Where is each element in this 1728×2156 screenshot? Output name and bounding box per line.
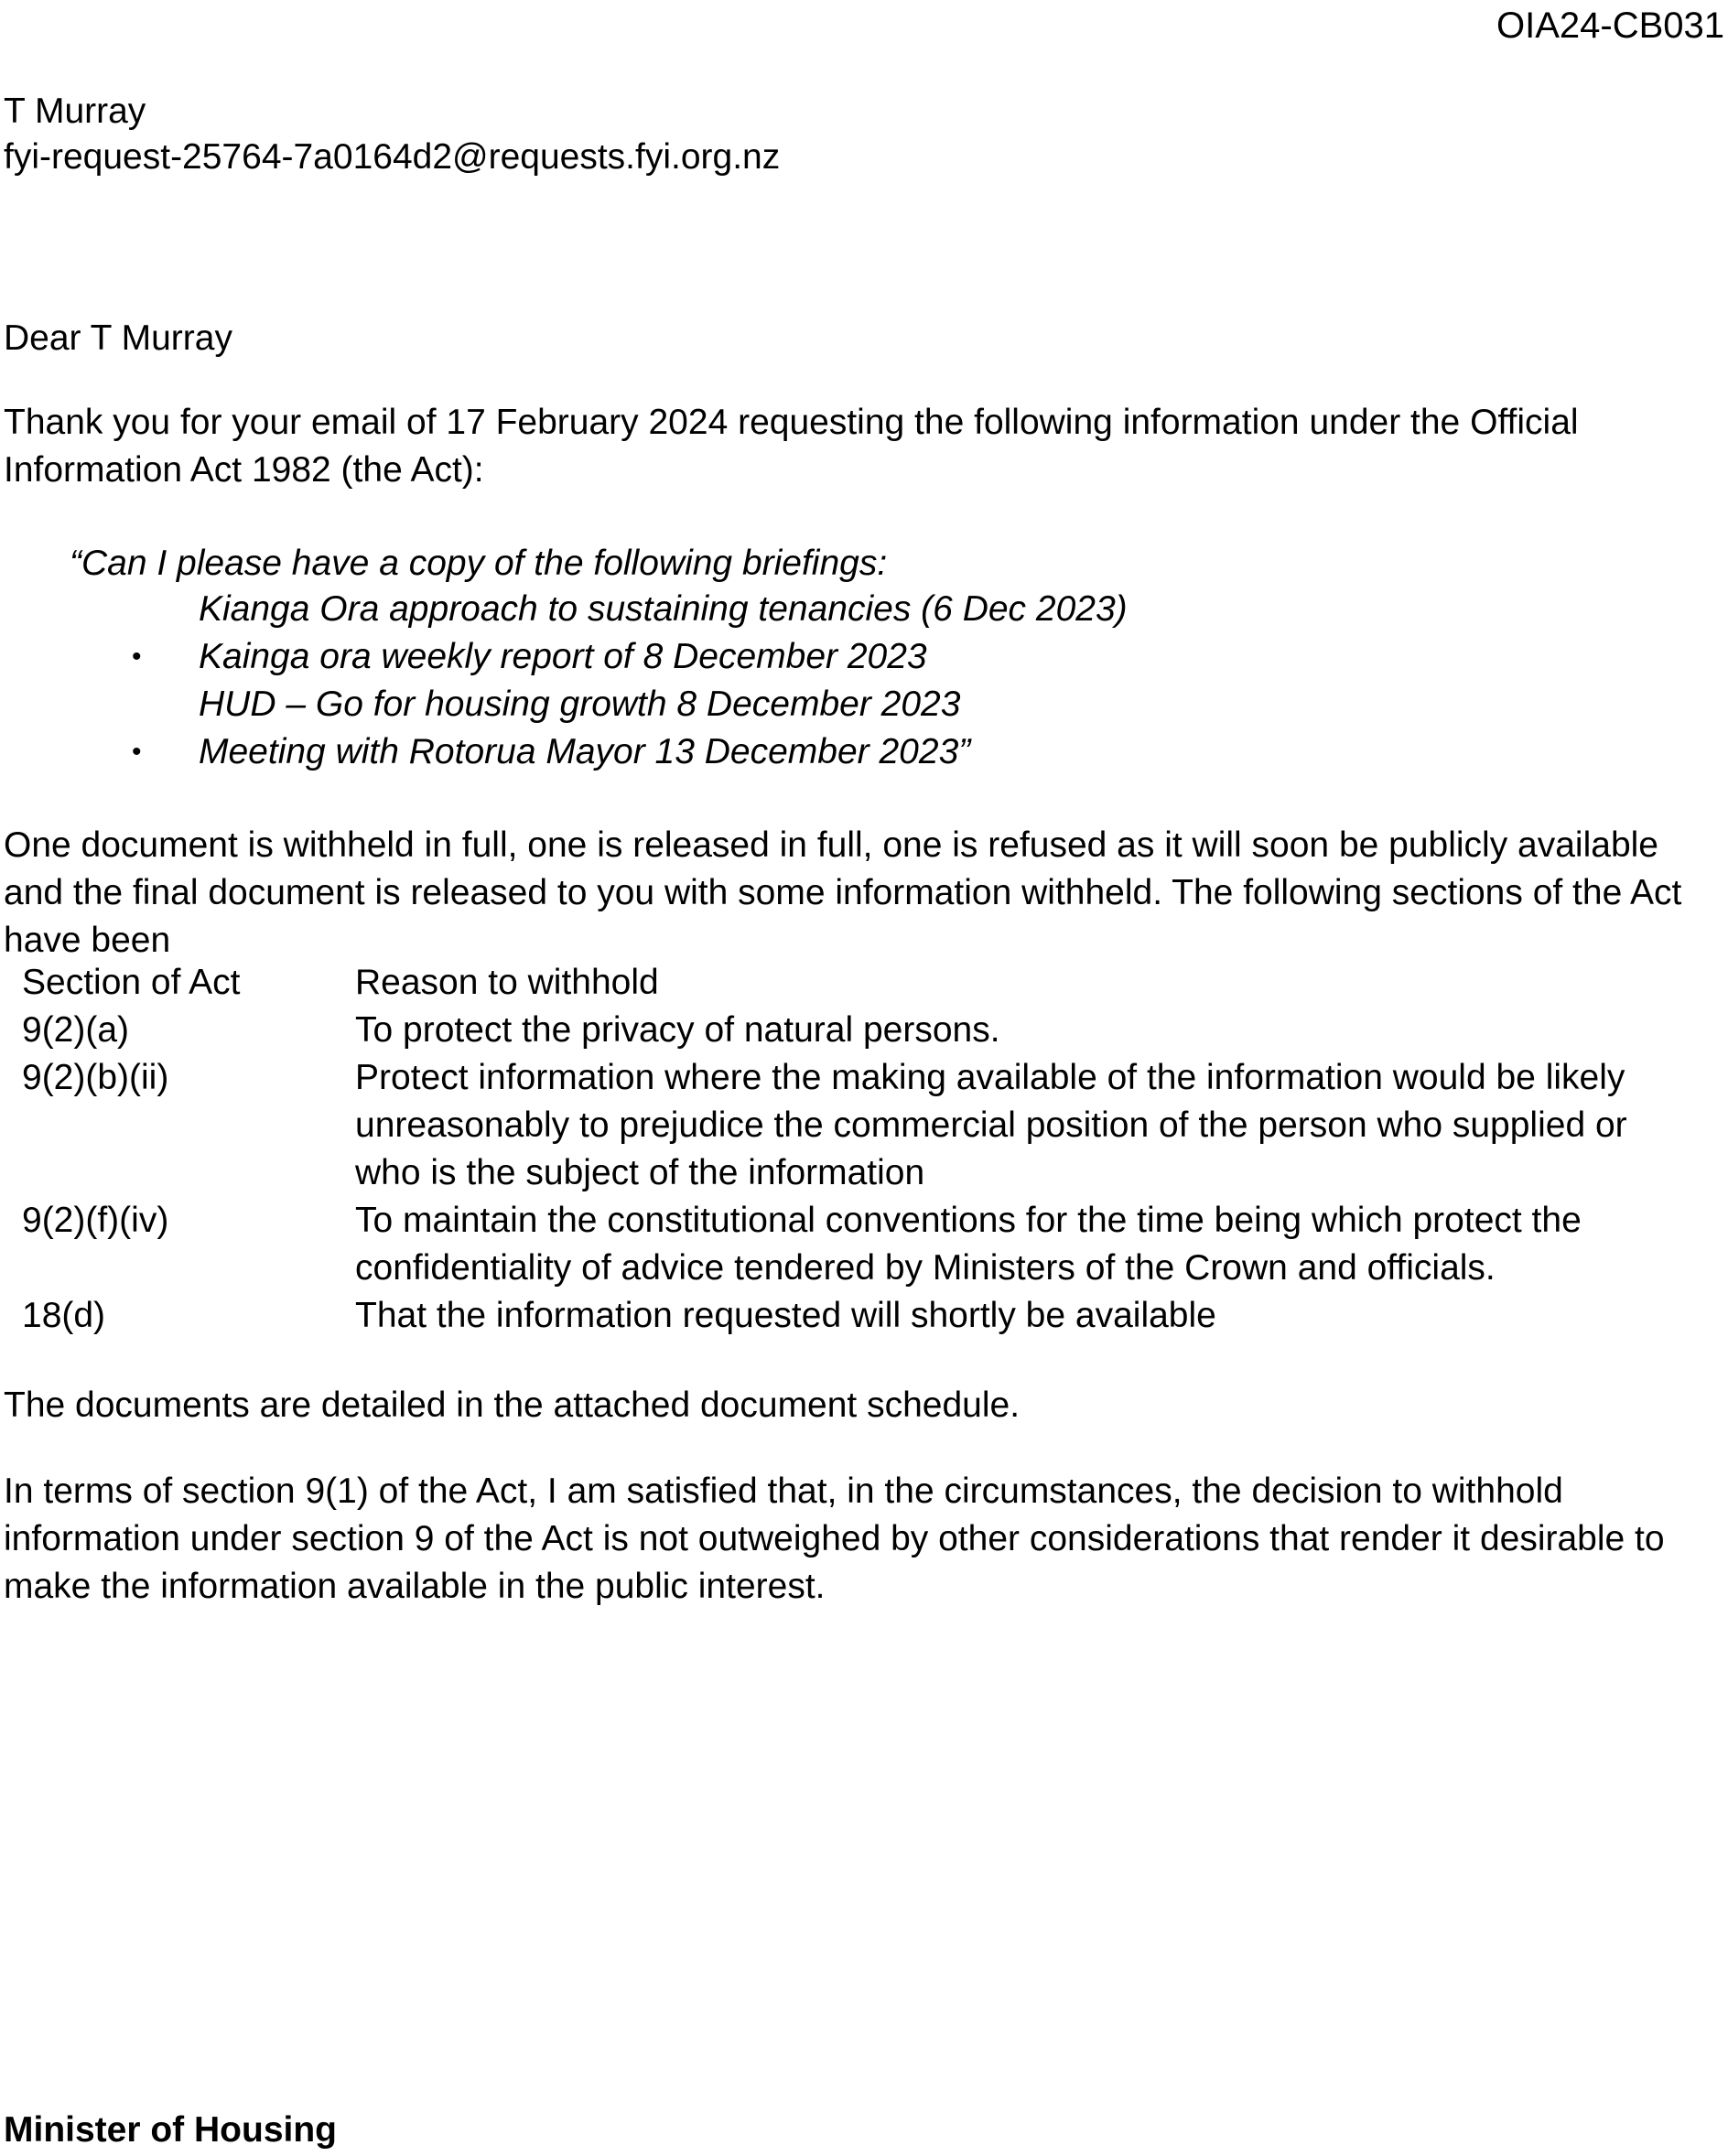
intro-paragraph: Thank you for your email of 17 February 2024 requesting the following information under the Official Information Act 1982 (the Act):	[4, 403, 1579, 490]
request-item	[119, 586, 1128, 633]
signature-title: Minister of Housing	[4, 2110, 337, 2150]
withholding-table	[22, 959, 1701, 1340]
request-item-text: HUD – Go for housing growth 8 December 2023	[199, 685, 961, 724]
decision-paragraph: One document is withheld in full, one is released in full, one is refused as it will soon be publicly available and the final document is released to you with some information withheld. The following sections of the Act have been	[4, 825, 1682, 960]
bullet-icon: •	[132, 737, 142, 767]
table-row	[22, 1197, 1701, 1292]
section-cell: 9(2)(a)	[22, 1010, 130, 1050]
reference-number: OIA24-CB031	[1496, 5, 1724, 46]
table-row	[22, 1054, 1701, 1197]
request-item-text: Kainga ora weekly report of 8 December 2023	[199, 637, 927, 676]
public-interest-paragraph: In terms of section 9(1) of the Act, I am satisfied that, in the circumstances, the decision to withhold information under section 9 of the Act is not outweighed by other considerations that render it desirable to make the information available in the public interest.	[4, 1471, 1665, 1606]
salutation: Dear T Murray	[4, 318, 232, 358]
request-item-text: Kianga Ora approach to sustaining tenancies (6 Dec 2023)	[199, 589, 1128, 629]
request-item	[119, 681, 1128, 728]
recipient-email: fyi-request-25764-7a0164d2@requests.fyi.org.nz	[4, 137, 781, 177]
bullet-icon: •	[132, 641, 142, 672]
table-header-row	[22, 959, 1701, 1007]
table-row	[22, 1007, 1701, 1054]
reason-cell: Protect information where the making available of the information would be likely unreasonably to prejudice the commercial position of the person who supplied or who is the subject of the information	[355, 1058, 1627, 1192]
request-quote-lead: “Can I please have a copy of the following briefings:	[70, 544, 888, 583]
reason-cell: To protect the privacy of natural persons.	[355, 1010, 1000, 1050]
reason-cell: To maintain the constitutional conventions for the time being which protect the confidentiality of advice tendered by Ministers of the Crown and officials.	[355, 1201, 1582, 1288]
request-item	[119, 633, 1128, 681]
section-cell: 9(2)(f)(iv)	[22, 1201, 169, 1240]
table-row	[22, 1292, 1701, 1340]
request-items-list	[119, 586, 1128, 776]
documents-note: The documents are detailed in the attached document schedule.	[4, 1385, 1021, 1425]
header-section: Section of Act	[22, 963, 241, 1002]
request-item	[119, 728, 1128, 776]
reason-cell: That the information requested will shortly be available	[355, 1296, 1216, 1335]
recipient-name: T Murray	[4, 92, 146, 131]
header-reason: Reason to withhold	[355, 963, 659, 1002]
section-cell: 9(2)(b)(ii)	[22, 1058, 169, 1097]
section-cell: 18(d)	[22, 1296, 106, 1335]
request-item-text: Meeting with Rotorua Mayor 13 December 2023”	[199, 732, 971, 771]
